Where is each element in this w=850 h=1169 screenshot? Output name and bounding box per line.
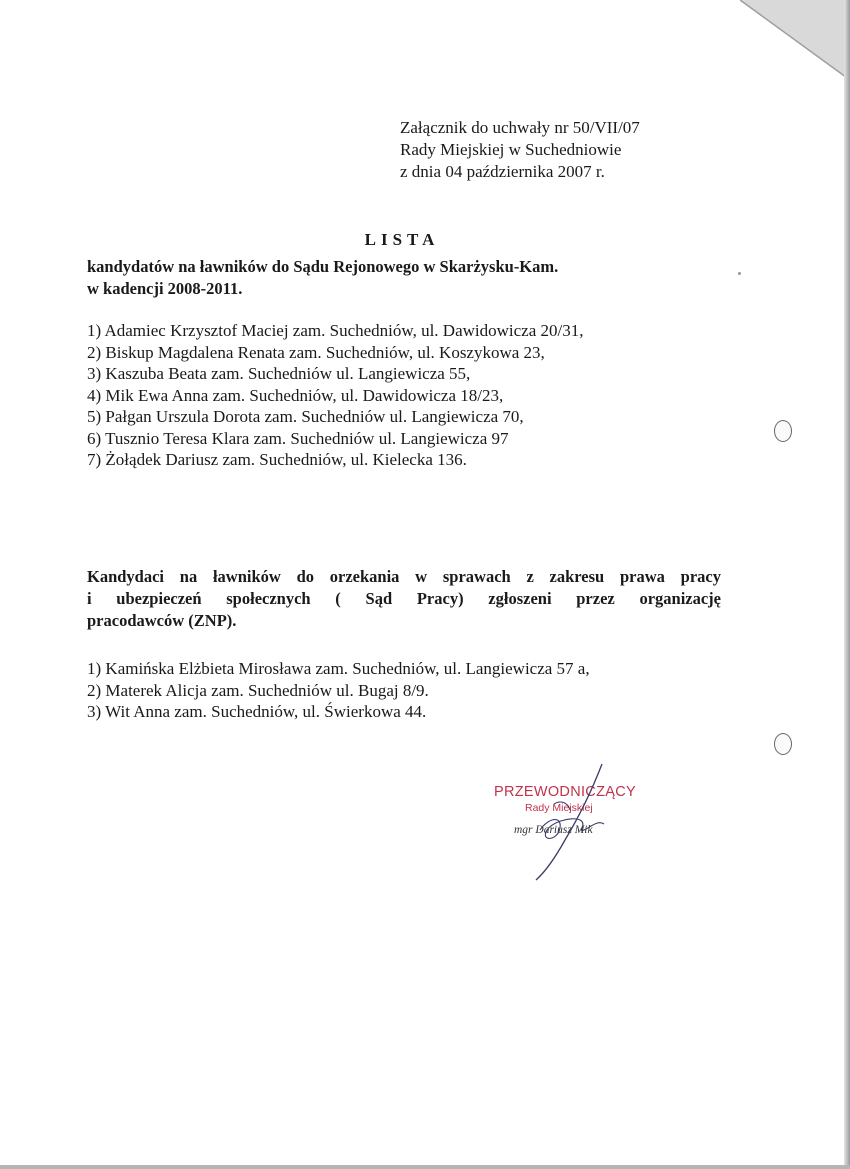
header-line-1: Załącznik do uchwały nr 50/VII/07 [400, 118, 640, 137]
scan-edge-bottom [0, 1165, 850, 1169]
stamp-title: PRZEWODNICZĄCY [494, 784, 636, 800]
scan-edge-right [844, 0, 850, 1169]
section2-line-3: pracodawców (ZNP). [87, 611, 237, 630]
stamp-name: mgr Dariusz Mik [514, 824, 593, 836]
punch-hole-bottom [774, 733, 792, 755]
candidate-list [87, 320, 583, 471]
attachment-header [400, 117, 640, 183]
punch-hole-top [774, 420, 792, 442]
list-item: 6) Tusznio Teresa Klara zam. Suchedniów ul. Langiewicza 97 [87, 428, 509, 448]
labor-candidate-list [87, 658, 590, 723]
labor-court-heading [87, 566, 721, 632]
list-item: 2) Materek Alicja zam. Suchedniów ul. Bugaj 8/9. [87, 680, 429, 700]
list-item: 1) Adamiec Krzysztof Maciej zam. Suchedniów, ul. Dawidowicza 20/31, [87, 321, 584, 340]
section2-line-1: Kandydaci na ławników do orzekania w sprawach z zakresu prawa pracy [87, 567, 721, 586]
subtitle-line-2: w kadencji 2008-2011. [87, 279, 243, 298]
list-item: 7) Żołądek Dariusz zam. Suchedniów, ul. Kielecka 136. [87, 450, 467, 469]
list-item: 5) Pałgan Urszula Dorota zam. Suchedniów ul. Langiewicza 70, [87, 407, 524, 426]
list-item: 4) Mik Ewa Anna zam. Suchedniów, ul. Dawidowicza 18/23, [87, 385, 504, 405]
stamp-subtitle: Rady Miejskiej [525, 802, 593, 814]
handwritten-signature [480, 760, 660, 890]
chairman-stamp [480, 760, 660, 890]
list-item: 3) Kaszuba Beata zam. Suchedniów ul. Langiewicza 55, [87, 364, 471, 383]
section2-line-2: i ubezpieczeń społecznych ( Sąd Pracy) zgłoszeni przez organizację [87, 589, 721, 608]
list-item: 3) Wit Anna zam. Suchedniów, ul. Świerkowa 44. [87, 702, 427, 721]
document-subtitle [87, 256, 558, 300]
list-item: 1) Kamińska Elżbieta Mirosława zam. Suchedniów, ul. Langiewicza 57 a, [87, 659, 590, 678]
subtitle-line-1: kandydatów na ławników do Sądu Rejonowego w Skarżysku-Kam. [87, 257, 559, 276]
scan-speck [738, 272, 741, 275]
corner-fold [740, 0, 850, 80]
document-title: LISTA [364, 230, 440, 249]
list-item: 2) Biskup Magdalena Renata zam. Suchedniów, ul. Koszykowa 23, [87, 342, 545, 362]
header-line-2: Rady Miejskiej w Suchedniowie [400, 140, 622, 159]
header-line-3: z dnia 04 października 2007 r. [400, 162, 605, 181]
